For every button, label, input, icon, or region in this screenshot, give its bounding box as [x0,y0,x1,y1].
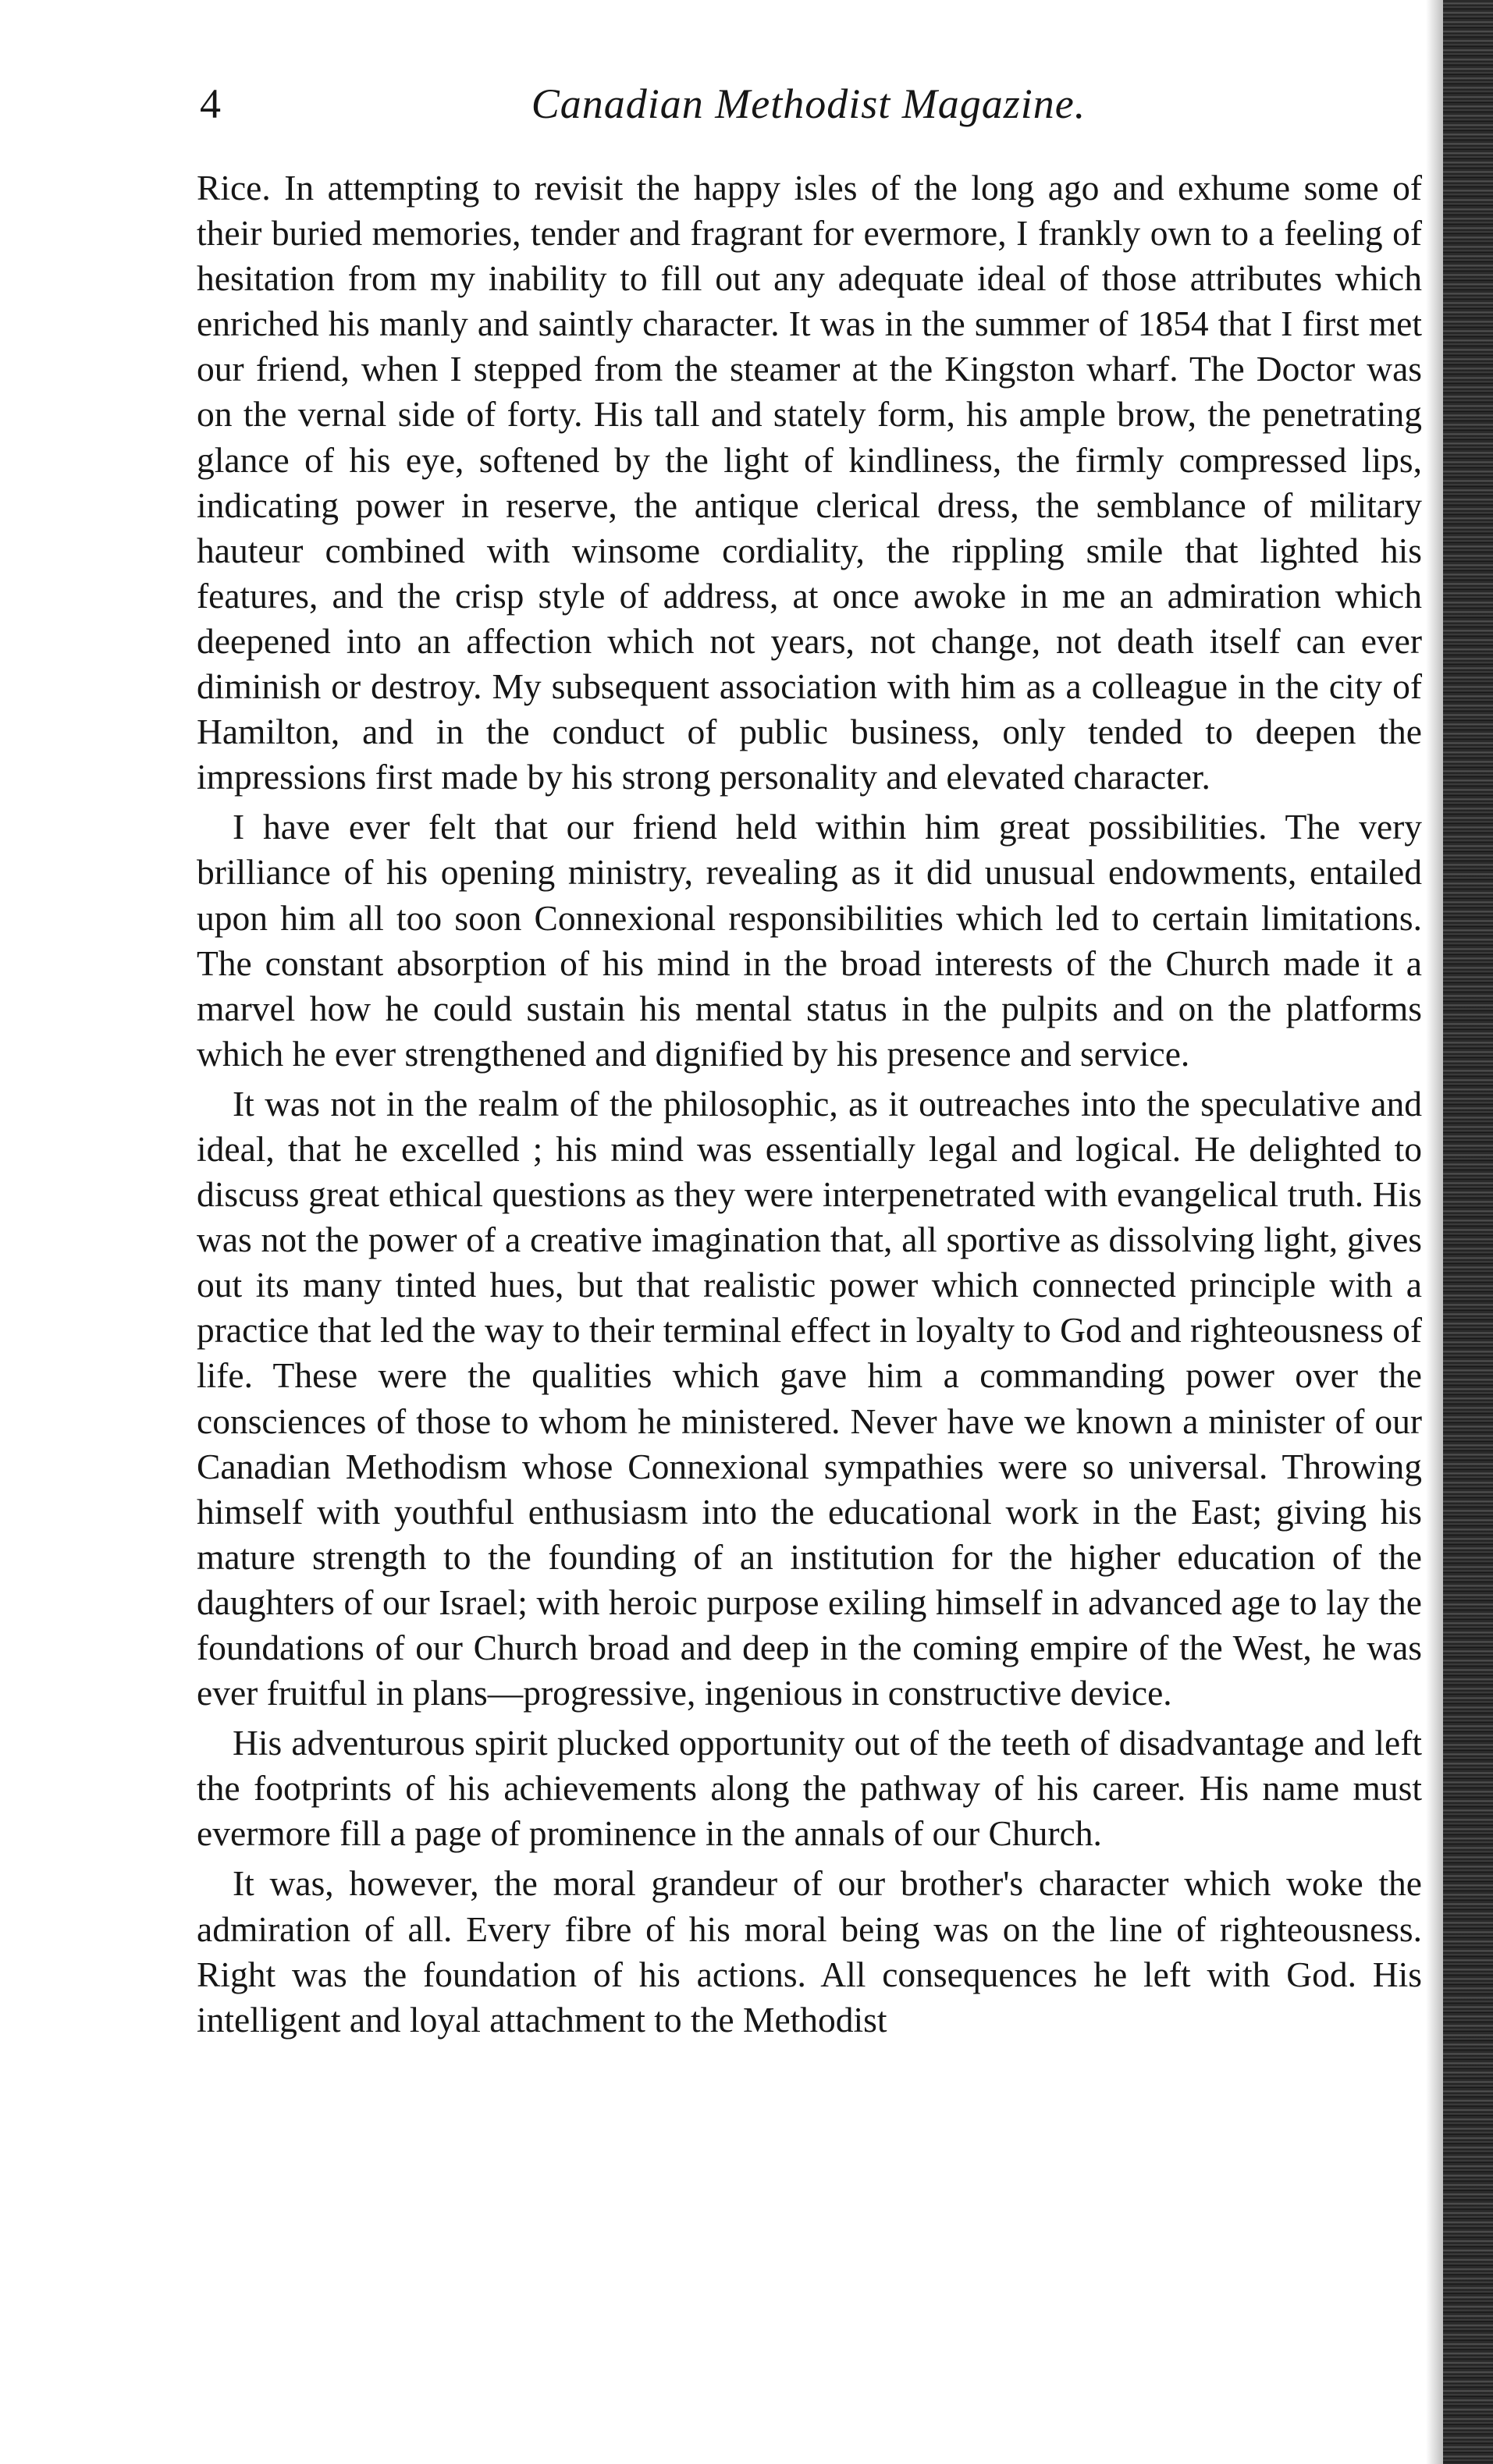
binding-shadow [1426,0,1443,2464]
page-number: 4 [200,80,221,127]
paragraph-5: It was, however, the moral grandeur of our brother's character which woke the admiration of all. Every fibre of his moral being was on the line of righteousness. Right was the foundation of his actions. All consequences he left with God. His intelligent and loyal attachment to the Methodist [197,1863,1422,2040]
page-binding-edge [1443,0,1493,2464]
page-header [200,69,1417,139]
paragraph-1: Rice. In attempting to revisit the happy isles of the long ago and exhume some of their buried memories, tender and fragrant for evermore, I frankly own to a feeling of hesitation from my inability to fill out any adequate ideal of those attributes which enriched his manly and saintly character. It was in the summer of 1854 that I first met our friend, when I stepped from the steamer at the Kingston wharf. The Doctor was on the vernal side of forty. His tall and stately form, his ample brow, the penetrating glance of his eye, softened by the light of kindliness, the firmly compressed lips, indicating power in reserve, the antique clerical dress, the semblance of military hauteur combined with winsome cordiality, the rippling smile that lighted his features, and the crisp style of address, at once awoke in me an admiration which deepened into an affection which not years, not change, not death itself can ever diminish or destroy. My subsequent association with him as a colleague in the city of Hamilton, and in the conduct of public business, only tended to deepen the impressions first made by his strong personality and elevated character. [197,168,1422,797]
paragraph-3: It was not in the realm of the philosophic, as it outreaches into the speculative and ideal, that he excelled ; his mind was essentially legal and logical. He delighted to discuss great ethical questions as they were interpenetrated with evangelical truth. His was not the power of a creative imagination that, all sportive as dissolving light, gives out its many tinted hues, but that realistic power which connected principle with a practice that led the way to their terminal effect in loyalty to God and righteousness of life. These were the qualities which gave him a commanding power over the consciences of those to whom he ministered. Never have we known a minister of our Canadian Methodism whose Connexional sympathies were so universal. Throwing himself with youthful enthusiasm into the educational work in the East; giving his mature strength to the founding of an institution for the higher education of the daughters of our Israel; with heroic purpose exiling himself in advanced age to lay the foundations of our Church broad and deep in the coming empire of the West, he was ever fruitful in plans—progressive, ingenious in constructive device. [197,1083,1422,1713]
body-text [197,165,1422,2043]
paragraph-2: I have ever felt that our friend held within him great possibilities. The very brilliance of his opening ministry, revealing as it did unusual endowments, entailed upon him all too soon Connexional responsibilities which led to certain limitations. The constant absorption of his mind in the broad interests of the Church made it a marvel how he could sustain his mental status in the pulpits and on the platforms which he ever strengthened and dignified by his presence and service. [197,807,1422,1074]
running-title: Canadian Methodist Magazine. [531,80,1086,127]
paragraph-4: His adventurous spirit plucked opportunity out of the teeth of disadvantage and left the footprints of his achievements along the pathway of his career. His name must evermore fill a page of prominence in the annals of our Church. [197,1723,1422,1854]
